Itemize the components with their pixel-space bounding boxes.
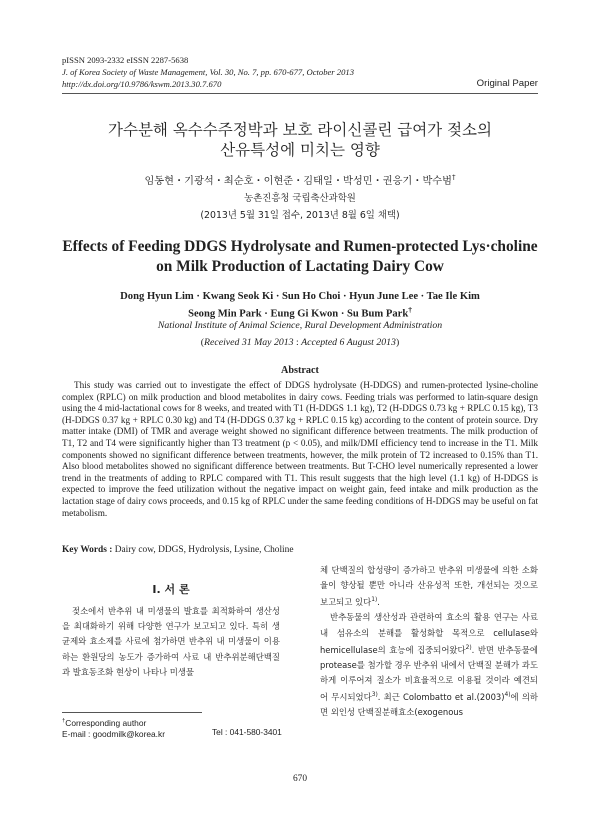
header-divider (62, 93, 538, 94)
right-column (320, 563, 538, 720)
received-date: Received 31 May 2013 (204, 337, 294, 348)
korean-authors (62, 172, 538, 187)
english-authors (62, 290, 538, 321)
korean-institution: 농촌진흥청 국립축산과학원 (244, 193, 356, 204)
intro-paragraph-right-1: 체 단백질의 합성량이 증가하고 반추위 미생물에 의한 소화율이 향상될 뿐만 아니라 산유성적 또한, 개선되는 것으로 보고되고 있다$^{1)}$. (320, 565, 538, 608)
page-number: 670 (292, 774, 308, 784)
english-dates: (Received 31 May 2013 : Accepted 6 August 2013) (200, 337, 400, 348)
footnote-email: E-mail : goodmilk@korea.kr (62, 728, 165, 739)
corresponding-mark: † (451, 172, 456, 182)
accepted-date: Accepted 6 August 2013 (301, 337, 396, 348)
footnote-divider (62, 712, 202, 713)
korean-title-line2: 산유특성에 미치는 영향 (220, 141, 380, 159)
keywords (62, 545, 538, 555)
intro-paragraph-left: 젖소에서 반추위 내 미생물의 발효를 최적화하여 생산성을 최대화하기 위해 다양한 연구가 보고되고 있다. 특히 생균제와 효소제를 사료에 첨가하면 반추위 내 미생물이 이용하는 환원당의 농도가 증가하여 사료 내 반추위분해단백질과 발효동조화 현상이 나타나 미생물 (62, 606, 280, 677)
journal-citation: J. of Korea Society of Waste Management, Vol. 30, No. 7, pp. 670-677, October 2013 (62, 67, 354, 78)
korean-authors-names: 임동현・기광석・최순호・이현준・김태일・박성민・권응기・박수범 (144, 176, 452, 187)
english-title-line1: Effects of Feeding DDGS Hydrolysate and Rumen-protected Lys·choline (62, 238, 538, 255)
english-institution: National Institute of Animal Science, Rural Development Administration (157, 320, 443, 331)
english-authors-line2: Seong Min Park · Eung Gi Kwon · Su Bum Park (188, 308, 409, 320)
keywords-text: Dairy cow, DDGS, Hydrolysis, Lysine, Choline (114, 545, 294, 555)
issn-line: pISSN 2093-2332 eISSN 2287-5638 (62, 55, 189, 65)
abstract-text: This study was carried out to investigate the effect of DDGS hydrolysate (H-DDGS) and rumen-protected lysine-choline complex (RPLC) on milk production and blood metabolites in dairy cows. Feeding trials was performed to latin-square design using the 4 mid-lactational cows for 8 weeks, and treated with T1 (H-DDGS 1.1 kg), T2 (H-DDGS 0.73 kg + RPLC 0.15 kg), T3 (H-DDGS 0.37 kg + RPLC 0.30 kg) and T4 (H-DDGS 0.37 kg + RPLC 0.15 kg) according to the content of protein source. Dry matter intake (DMI) of TMR and average weight showed no significant difference between treatments. The milk production of T1, T2 and T4 were significantly higher than T3 treatment (p < 0.05), and milk/DMI efficiency tend to increase in the T1. Milk components showed no significant difference between treatments, however, the milk protein of T2 increased to 0.15% than T1. Also blood metabolites showed no significant difference between treatments. But T-CHO level numerically represented a lower trend in the treatments of adding to RPLC compared with T1. This result suggests that the high level (1.1 kg) of H-DDGS is expected to improve the feed utilization without the negative impact on weight gain, feed intake and milk production as the lactation stage of dairy cows proceeds, and 0.15 kg of RPLC under the same feeding conditions of H-DDGS may be useful on fat metabolism. (62, 380, 538, 518)
paper-type-label: Original Paper (476, 78, 538, 89)
english-authors-line1: Dong Hyun Lim · Kwang Seok Ki · Sun Ho Choi · Hyun June Lee · Tae Ile Kim (120, 291, 480, 302)
journal-header (62, 54, 354, 91)
korean-dates: (2013년 5월 31일 접수, 2013년 8월 6일 채택) (200, 210, 400, 221)
intro-paragraph-right-2: 반추동물의 생산성과 관련하여 효소의 활용 연구는 사료 내 섬유소의 분해를 활성화할 목적으로 cellulase와 hemicellulase의 효능에 집중되어왔다$^{2)}$. 반면 반추동물에 protease를 첨가할 경우 반추위 내에서 단백질 분해가 과도하게 이루어져 질소가 비효율적으로 이용될 것이라 예견되어 무시되었다$^{3)}$. 최근 Colombatto et $al.(2003)^{4)}$에 의하면 외인성 단백질분해효소(exogenous (320, 612, 538, 718)
left-column (62, 604, 280, 680)
footnote-mark: † (62, 718, 66, 724)
abstract-heading: Abstract (281, 365, 319, 376)
keywords-label: Key Words : (62, 545, 113, 555)
korean-title (62, 120, 538, 160)
footnote-tel: Tel : 041-580-3401 (212, 727, 282, 737)
footnote (62, 716, 322, 740)
section-heading-introduction: I. 서 론 (152, 583, 190, 596)
english-title-line2: on Milk Production of Lactating Dairy Cow (156, 257, 444, 275)
korean-title-line1: 가수분해 옥수수주정박과 보호 라이신콜린 급여가 젖소의 (108, 121, 492, 139)
footnote-label: Corresponding author (65, 717, 147, 728)
english-title (62, 237, 538, 276)
doi-link[interactable]: http://dx.doi.org/10.9786/kswm.2013.30.7.670 (62, 79, 222, 90)
english-corresponding-mark: † (408, 305, 412, 314)
